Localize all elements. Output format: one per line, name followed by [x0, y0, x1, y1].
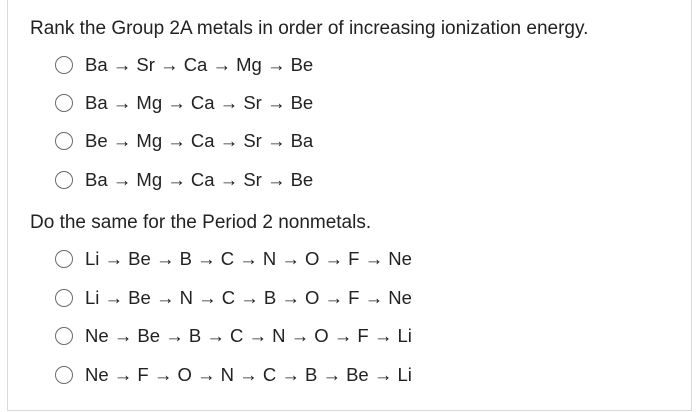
option-label: Ne → Be → B → C → N → O → F → Li — [85, 325, 412, 346]
question-2-option-4[interactable] — [55, 363, 412, 387]
radio-button-icon[interactable] — [55, 171, 73, 189]
question-2-option-3[interactable] — [55, 324, 412, 348]
question-1-prompt: Rank the Group 2A metals in order of increasing ionization energy. — [30, 18, 589, 39]
question-1-option-3[interactable] — [55, 129, 313, 153]
question-1-option-2[interactable] — [55, 91, 313, 115]
radio-button-icon[interactable] — [55, 366, 73, 384]
radio-button-icon[interactable] — [55, 132, 73, 150]
question-2-option-2[interactable] — [55, 286, 412, 310]
option-label: Li → Be → N → C → B → O → F → Ne — [85, 287, 412, 308]
radio-button-icon[interactable] — [55, 94, 73, 112]
question-2-option-1[interactable] — [55, 247, 412, 271]
option-label: Be → Mg → Ca → Sr → Ba — [85, 130, 314, 151]
option-label: Ba → Mg → Ca → Sr → Be — [85, 169, 314, 190]
radio-button-icon[interactable] — [55, 289, 73, 307]
radio-button-icon[interactable] — [55, 327, 73, 345]
radio-button-icon[interactable] — [55, 56, 73, 74]
option-label: Li → Be → B → C → N → O → F → Ne — [85, 248, 412, 269]
radio-button-icon[interactable] — [55, 250, 73, 268]
question-2-prompt: Do the same for the Period 2 nonmetals. — [30, 212, 372, 233]
option-label: Ba → Mg → Ca → Sr → Be — [85, 92, 314, 113]
option-label: Ba → Sr → Ca → Mg → Be — [85, 54, 314, 75]
question-1-option-4[interactable] — [55, 168, 313, 192]
question-1-option-1[interactable] — [55, 53, 313, 77]
option-label: Ne → F → O → N → C → B → Be → Li — [85, 364, 412, 385]
